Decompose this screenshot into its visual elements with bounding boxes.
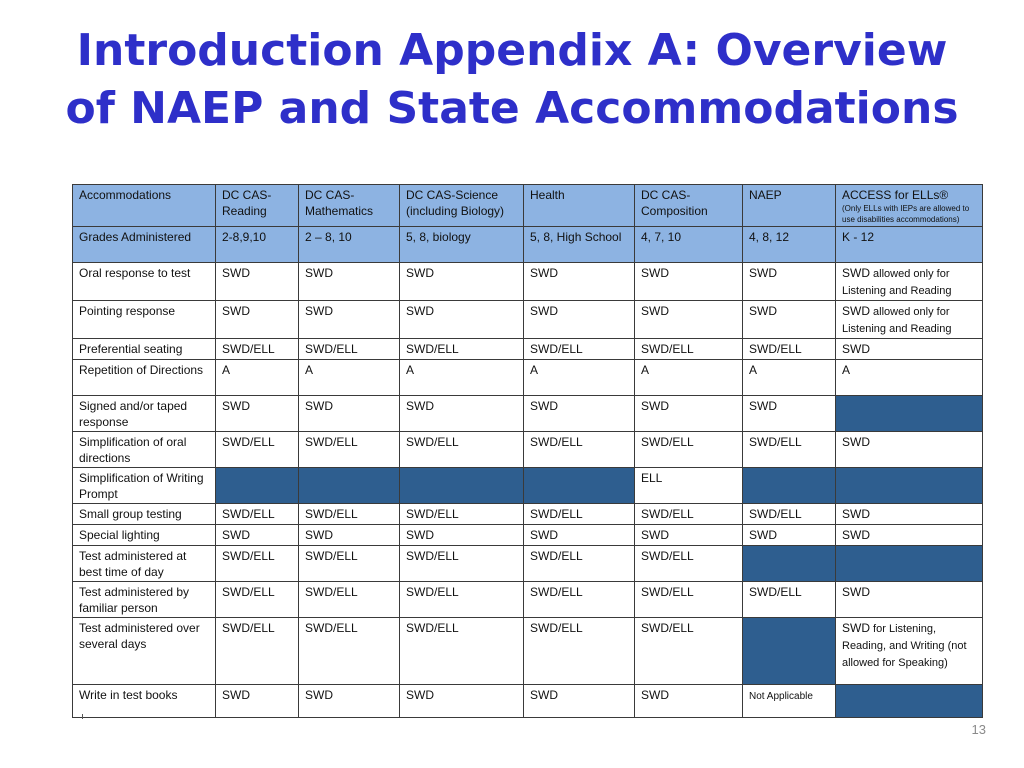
cell-naep: SWD/ELL (743, 504, 836, 525)
table-row (73, 360, 983, 396)
cell-health-shaded (524, 468, 635, 504)
cell-access (836, 618, 983, 685)
row-label: Preferential seating (73, 339, 216, 360)
cell-access: SWD (836, 582, 983, 618)
table-tick-mark (82, 714, 83, 719)
table-row (73, 582, 983, 618)
grades-row (73, 227, 983, 263)
title-line-1: Introduction Appendix A: Overview (76, 25, 948, 76)
cell-dc-cas-composition: SWD/ELL (635, 504, 743, 525)
grades-health: 5, 8, High School (524, 227, 635, 263)
cell-dc-cas-mathematics: SWD/ELL (299, 432, 400, 468)
header-accommodations: Accommodations (73, 185, 216, 227)
cell-dc-cas-reading: SWD/ELL (216, 546, 299, 582)
cell-dc-cas-science: SWD (400, 263, 524, 301)
cell-naep: SWD (743, 301, 836, 339)
cell-naep: SWD/ELL (743, 432, 836, 468)
header-access-label: ACCESS for ELLs® (842, 188, 949, 202)
grades-dc-cas-composition: 4, 7, 10 (635, 227, 743, 263)
cell-access-note: allowed only for Listening and Reading (842, 268, 952, 297)
cell-health: SWD/ELL (524, 618, 635, 685)
header-dc-cas-science: DC CAS-Science (including Biology) (400, 185, 524, 227)
row-label: Simplification of Writing Prompt (73, 468, 216, 504)
cell-dc-cas-composition: SWD (635, 263, 743, 301)
cell-dc-cas-composition: SWD/ELL (635, 432, 743, 468)
cell-dc-cas-science: SWD (400, 685, 524, 718)
cell-health: A (524, 360, 635, 396)
cell-health: SWD/ELL (524, 432, 635, 468)
cell-dc-cas-science: SWD (400, 396, 524, 432)
cell-access: SWD (836, 504, 983, 525)
cell-dc-cas-reading: SWD (216, 263, 299, 301)
cell-access-code: SWD (842, 266, 870, 280)
cell-dc-cas-reading: SWD/ELL (216, 582, 299, 618)
cell-access-shaded (836, 468, 983, 504)
cell-dc-cas-mathematics-shaded (299, 468, 400, 504)
cell-dc-cas-composition: SWD (635, 685, 743, 718)
cell-dc-cas-reading: SWD/ELL (216, 618, 299, 685)
cell-dc-cas-mathematics: SWD/ELL (299, 618, 400, 685)
cell-access-note: allowed only for Listening and Reading (842, 306, 952, 335)
cell-dc-cas-mathematics: SWD/ELL (299, 582, 400, 618)
cell-dc-cas-composition: A (635, 360, 743, 396)
grades-label: Grades Administered (73, 227, 216, 263)
table-row (73, 468, 983, 504)
cell-access: SWD (836, 525, 983, 546)
cell-dc-cas-reading: A (216, 360, 299, 396)
cell-naep-not-applicable: Not Applicable (749, 691, 813, 702)
cell-access-shaded (836, 685, 983, 718)
cell-dc-cas-composition: SWD/ELL (635, 618, 743, 685)
row-label: Simplification of oral directions (73, 432, 216, 468)
cell-dc-cas-science: SWD (400, 525, 524, 546)
page-number: 13 (971, 722, 986, 737)
header-dc-cas-reading: DC CAS-Reading (216, 185, 299, 227)
cell-health: SWD/ELL (524, 504, 635, 525)
cell-naep: SWD (743, 396, 836, 432)
cell-dc-cas-science-shaded (400, 468, 524, 504)
cell-dc-cas-mathematics: SWD (299, 396, 400, 432)
row-label: Repetition of Directions (73, 360, 216, 396)
row-label: Test administered at best time of day (73, 546, 216, 582)
cell-dc-cas-mathematics: SWD (299, 263, 400, 301)
cell-dc-cas-reading: SWD (216, 396, 299, 432)
cell-dc-cas-reading: SWD (216, 525, 299, 546)
cell-naep: SWD/ELL (743, 582, 836, 618)
grades-dc-cas-reading: 2-8,9,10 (216, 227, 299, 263)
table-row (73, 432, 983, 468)
cell-dc-cas-mathematics: A (299, 360, 400, 396)
cell-health: SWD (524, 685, 635, 718)
header-access-for-ells (836, 185, 983, 227)
cell-dc-cas-science: SWD/ELL (400, 432, 524, 468)
cell-dc-cas-reading: SWD (216, 301, 299, 339)
table-row (73, 263, 983, 301)
table-row (73, 396, 983, 432)
cell-dc-cas-mathematics: SWD/ELL (299, 339, 400, 360)
cell-dc-cas-composition: SWD (635, 396, 743, 432)
cell-dc-cas-science: SWD/ELL (400, 339, 524, 360)
cell-health: SWD (524, 396, 635, 432)
header-health: Health (524, 185, 635, 227)
cell-dc-cas-science: A (400, 360, 524, 396)
cell-dc-cas-reading: SWD/ELL (216, 339, 299, 360)
cell-access (836, 301, 983, 339)
cell-access-note: for Listening, Reading, and Writing (not allowed for Speaking) (842, 623, 967, 669)
cell-health: SWD/ELL (524, 582, 635, 618)
cell-dc-cas-composition: ELL (635, 468, 743, 504)
grades-dc-cas-science: 5, 8, biology (400, 227, 524, 263)
cell-dc-cas-mathematics: SWD/ELL (299, 546, 400, 582)
cell-health: SWD (524, 263, 635, 301)
row-label: Test administered over several days (73, 618, 216, 685)
table-row (73, 546, 983, 582)
cell-health: SWD (524, 525, 635, 546)
cell-dc-cas-composition: SWD (635, 525, 743, 546)
table-row (73, 618, 983, 685)
cell-health: SWD/ELL (524, 339, 635, 360)
header-access-note: (Only ELLs with IEPs are allowed to use disabilities accommodations) (842, 204, 970, 224)
row-label: Signed and/or taped response (73, 396, 216, 432)
cell-naep: A (743, 360, 836, 396)
cell-access (836, 263, 983, 301)
cell-access-code: SWD (842, 304, 870, 318)
table-row (73, 504, 983, 525)
cell-access: SWD (836, 339, 983, 360)
cell-dc-cas-composition: SWD/ELL (635, 582, 743, 618)
cell-naep: SWD (743, 263, 836, 301)
cell-access-code: SWD (842, 621, 870, 635)
title-line-2: of NAEP and State Accommodations (65, 83, 959, 134)
grades-dc-cas-mathematics: 2 – 8, 10 (299, 227, 400, 263)
cell-naep: SWD/ELL (743, 339, 836, 360)
cell-naep-shaded (743, 468, 836, 504)
cell-dc-cas-science: SWD/ELL (400, 618, 524, 685)
table-row (73, 339, 983, 360)
header-naep: NAEP (743, 185, 836, 227)
cell-dc-cas-composition: SWD (635, 301, 743, 339)
cell-access: SWD (836, 432, 983, 468)
row-label: Special lighting (73, 525, 216, 546)
cell-dc-cas-reading: SWD/ELL (216, 432, 299, 468)
row-label: Small group testing (73, 504, 216, 525)
cell-access: A (836, 360, 983, 396)
row-label: Oral response to test (73, 263, 216, 301)
table-row (73, 301, 983, 339)
table-row (73, 685, 983, 718)
cell-dc-cas-science: SWD/ELL (400, 546, 524, 582)
row-label: Test administered by familiar person (73, 582, 216, 618)
cell-naep-shaded (743, 546, 836, 582)
cell-access-shaded (836, 396, 983, 432)
cell-dc-cas-science: SWD/ELL (400, 582, 524, 618)
cell-naep-shaded (743, 618, 836, 685)
table-row (73, 525, 983, 546)
cell-dc-cas-reading: SWD/ELL (216, 504, 299, 525)
grades-access: K - 12 (836, 227, 983, 263)
cell-naep (743, 685, 836, 718)
cell-dc-cas-mathematics: SWD (299, 525, 400, 546)
cell-dc-cas-science: SWD/ELL (400, 504, 524, 525)
row-label: Pointing response (73, 301, 216, 339)
cell-dc-cas-mathematics: SWD (299, 301, 400, 339)
cell-dc-cas-reading-shaded (216, 468, 299, 504)
cell-naep: SWD (743, 525, 836, 546)
grades-naep: 4, 8, 12 (743, 227, 836, 263)
cell-dc-cas-composition: SWD/ELL (635, 339, 743, 360)
cell-health: SWD (524, 301, 635, 339)
cell-dc-cas-science: SWD (400, 301, 524, 339)
cell-health: SWD/ELL (524, 546, 635, 582)
header-dc-cas-mathematics: DC CAS-Mathematics (299, 185, 400, 227)
row-label: Write in test books (73, 685, 216, 718)
cell-dc-cas-mathematics: SWD/ELL (299, 504, 400, 525)
cell-dc-cas-composition: SWD/ELL (635, 546, 743, 582)
cell-access-shaded (836, 546, 983, 582)
accommodations-table (72, 184, 983, 718)
header-dc-cas-composition: DC CAS-Composition (635, 185, 743, 227)
table-header-row (73, 185, 983, 227)
cell-dc-cas-reading: SWD (216, 685, 299, 718)
cell-dc-cas-mathematics: SWD (299, 685, 400, 718)
slide-title (0, 22, 1024, 138)
